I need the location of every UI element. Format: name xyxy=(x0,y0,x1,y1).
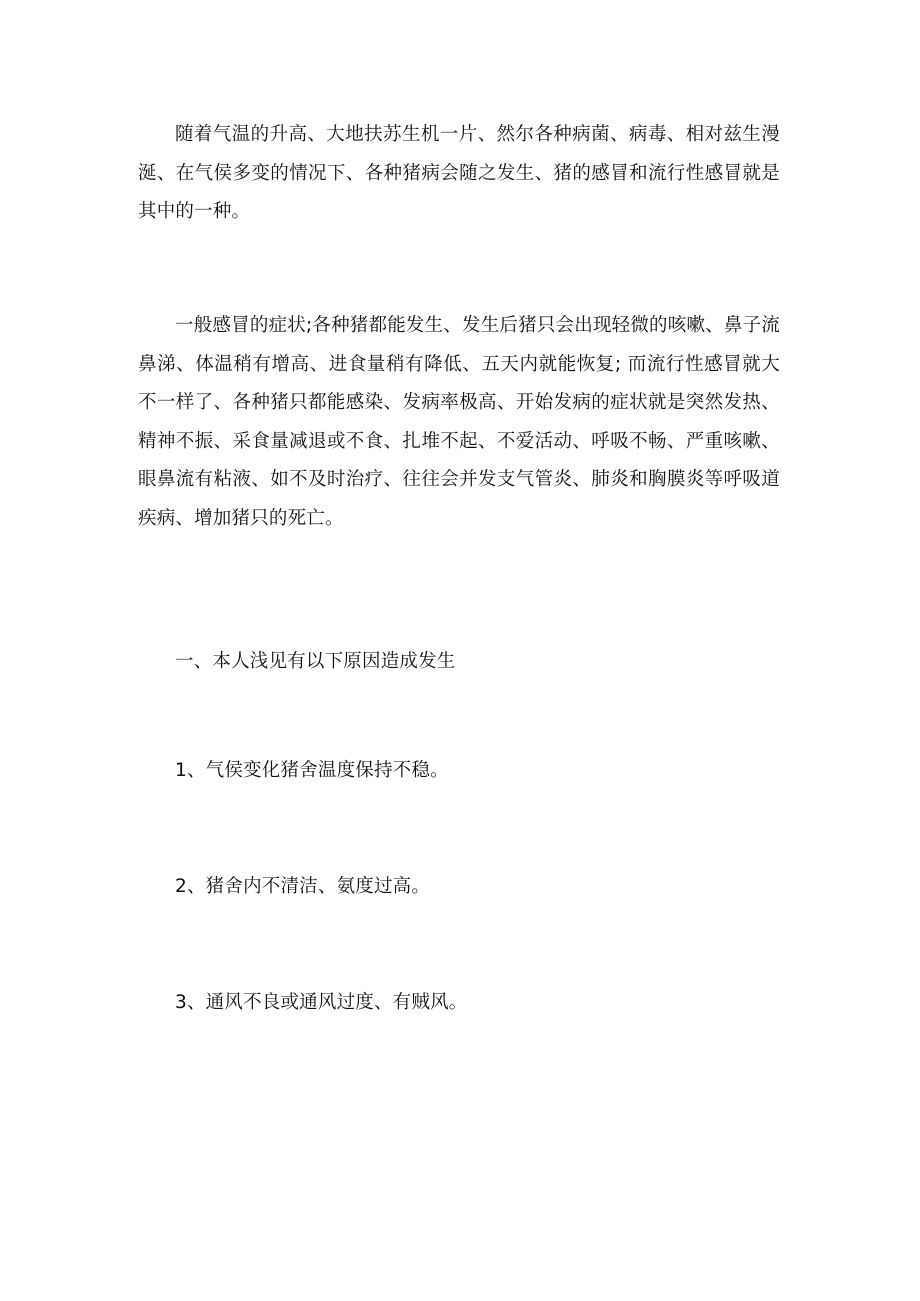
paragraph-intro: 随着气温的升高、大地扶苏生机一片、然尔各种病菌、病毒、相对兹生漫涎、在气侯多变的情况下、各种猪病会随之发生、猪的感冒和流行性感冒就是其中的一种。 xyxy=(138,124,780,222)
list-item: 1、气侯变化猪舍温度保持不稳。 xyxy=(175,760,449,781)
paragraph-symptoms: 一般感冒的症状;各种猪都能发生、发生后猪只会出现轻微的咳嗽、鼻子流鼻涕、体温稍有增高、进食量稍有降低、五天内就能恢复; 而流行性感冒就大不一样了、各种猪只都能感染、发病率极高、开始发病的症状就是突然发热、精神不振、采食量减退或不食、扎堆不起、不爱活动、呼吸不畅、严重咳嗽、眼鼻流有粘液、如不及时治疗、往往会并发支气管炎、肺炎和胸膜炎等呼吸道疾病、增加猪只的死亡。 xyxy=(138,315,780,529)
list-item: 2、猪舍内不清洁、氨度过高。 xyxy=(175,876,431,897)
section-heading: 一、本人浅见有以下原因造成发生 xyxy=(175,651,456,672)
list-item: 3、通风不良或通风过度、有贼风。 xyxy=(175,992,468,1013)
